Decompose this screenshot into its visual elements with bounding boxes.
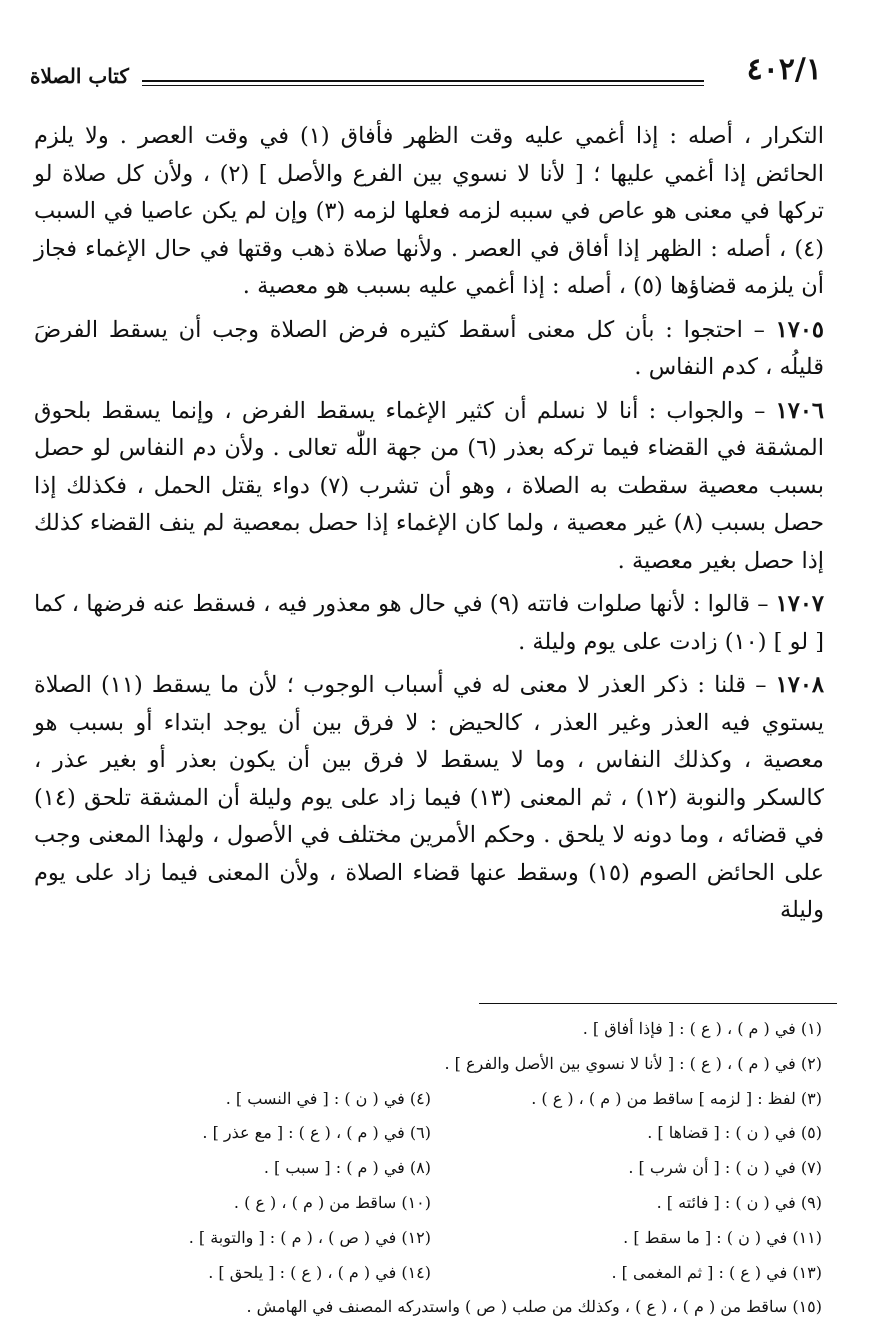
footnote-row bbox=[40, 1047, 822, 1082]
footnote: (١٣) في ( ع ) : [ ثم المغمى ] . bbox=[611, 1262, 822, 1282]
footnote-row bbox=[40, 1186, 822, 1221]
running-title: كتاب الصلاة bbox=[30, 64, 129, 88]
main-text bbox=[34, 118, 824, 936]
footnote: (٦) في ( م ) ، ( ع ) : [ مع عذر ] . bbox=[202, 1123, 431, 1143]
paragraph: ١٧٠٦ – والجواب : أنا لا نسلم أن كثير الإغماء يسقط الفرض ، وإنما يسقط بلحوق المشقة في القضاء فيما تركه بعذر (٦) من جهة اللّٰه تعالى . ولأن دم النفاس لو حصل بسبب معصية سقطت به الصلاة ، وهو أن تشرب (٧) دواء يقتل الحمل ، فكذلك إذا حصل بسبب (٨) غير معصية ، ولما كان الإغماء إذا حصل بمعصية لم ينف القضاء كذلك إذا حصل بغير معصية . bbox=[34, 397, 825, 574]
footnote-separator bbox=[479, 1003, 837, 1004]
page-number: ٤٠٢/١ bbox=[746, 52, 822, 87]
footnote: (٤) في ( ن ) : [ في النسب ] . bbox=[225, 1088, 431, 1108]
footnote: (١٢) في ( ص ) ، ( م ) : [ والتوبة ] . bbox=[188, 1227, 431, 1247]
paragraph-number: ١٧٠٨ bbox=[775, 672, 825, 698]
paragraph: ١٧٠٨ – قلنا : ذكر العذر لا معنى له في أسباب الوجوب ؛ لأن ما يسقط (١١) الصلاة يستوي فيه العذر وغير العذر ، كالحيض : لا فرق بين أن يوجد ابتداء أو بسبب هو معصية ، وكذلك النفاس ، وما لا يسقط لا فرق بين أن يكون بعذر أو بغير عذر ، كالسكر والنوبة (١٢) ، ثم المعنى (١٣) فيما زاد على يوم وليلة أن المشقة تلحق (١٤) في قضائه ، وما دونه لا يلحق . وحكم الأمرين مختلف في الأصول ، ولهذا المعنى وجب على الحائض الصوم (١٥) وسقط عنها قضاء الصلاة ، ولأن المعنى فيما زاد على يوم وليلة bbox=[34, 672, 825, 923]
paragraph-number: ١٧٠٦ bbox=[775, 397, 824, 424]
page-header bbox=[30, 48, 822, 98]
footnote-row bbox=[40, 1116, 822, 1151]
footnotes bbox=[40, 1012, 822, 1325]
footnote-row bbox=[40, 1221, 822, 1256]
paragraph-text: احتجوا : بأن كل معنى أسقط كثيره فرض الصلاة وجب أن يسقط الفرضَ قليلُه ، كدم النفاس . bbox=[34, 316, 824, 380]
header-rule bbox=[142, 80, 704, 82]
footnote: (٩) في ( ن ) : [ فائته ] . bbox=[656, 1192, 822, 1212]
footnote-row bbox=[40, 1012, 822, 1047]
footnote: (٨) في ( م ) : [ سبب ] . bbox=[263, 1158, 431, 1178]
paragraph-text: والجواب : أنا لا نسلم أن كثير الإغماء يسقط الفرض ، وإنما يسقط بلحوق المشقة في القضاء فيما تركه بعذر (٦) من جهة اللّٰه تعالى . ولأن دم النفاس لو حصل بسبب معصية سقطت به الصلاة ، وهو أن تشرب (٧) دواء يقتل الحمل ، فكذلك إذا حصل بسبب (٨) غير معصية ، ولما كان الإغماء إذا حصل بمعصية لم ينف القضاء كذلك إذا حصل بغير معصية . bbox=[34, 397, 825, 574]
footnote: (٣) لفظ : [ لزمه ] ساقط من ( م ) ، ( ع ) . bbox=[531, 1088, 822, 1108]
footnote-row bbox=[40, 1082, 822, 1117]
footnote: (١١) في ( ن ) : [ ما سقط ] . bbox=[623, 1227, 822, 1247]
footnote: (٢) في ( م ) ، ( ع ) : [ لأنا لا نسوي بين الأصل والفرع ] . bbox=[444, 1053, 822, 1073]
footnote: (٥) في ( ن ) : [ قضاها ] . bbox=[647, 1123, 822, 1143]
header-rule-thin bbox=[142, 85, 704, 86]
paragraph bbox=[34, 118, 824, 306]
paragraph-text: قلنا : ذكر العذر لا معنى له في أسباب الوجوب ؛ لأن ما يسقط (١١) الصلاة يستوي فيه العذر وغير العذر ، كالحيض : لا فرق بين أن يوجد ابتداء أو بسبب هو معصية ، وكذلك النفاس ، وما لا يسقط لا فرق بين أن يكون بعذر أو بغير عذر ، كالسكر والنوبة (١٢) ، ثم المعنى (١٣) فيما زاد على يوم وليلة أن المشقة تلحق (١٤) في قضائه ، وما دونه لا يلحق . وحكم الأمرين مختلف في الأصول ، ولهذا المعنى وجب على الحائض الصوم (١٥) وسقط عنها قضاء الصلاة ، ولأن المعنى فيما زاد على يوم وليلة bbox=[34, 672, 824, 923]
paragraph-text: قالوا : لأنها صلوات فاتته (٩) في حال هو معذور فيه ، فسقط عنه فرضها ، كما [ لو ] (١٠) زادت على يوم وليلة . bbox=[34, 591, 824, 655]
footnote: (١٥) ساقط من ( م ) ، ( ع ) ، وكذلك من صلب ( ص ) واستدركه المصنف في الهامش . bbox=[246, 1297, 822, 1317]
paragraph: ١٧٠٥ – احتجوا : بأن كل معنى أسقط كثيره فرض الصلاة وجب أن يسقط الفرضَ قليلُه ، كدم النفاس . bbox=[34, 316, 824, 380]
footnote-row bbox=[40, 1151, 822, 1186]
footnote-row bbox=[40, 1256, 822, 1291]
paragraph-text: التكرار ، أصله : إذا أغمي عليه وقت الظهر فأفاق (١) في وقت العصر . ولا يلزم الحائض إذا أغمي عليها ؛ [ لأنا لا نسوي بين الفرع والأصل ] (٢) ، ولأن كل صلاة لو تركها في معنى هو عاص في سببه لزمه فعلها لزمه (٣) وإن لم يكن عاصيا في السبب (٤) ، أصله : الظهر إذا أفاق في العصر . ولأنها صلاة ذهب وقتها في حال الإغماء فجاز أن يلزمه قضاؤها (٥) ، أصله : إذا أغمي عليه بسبب هو معصية . bbox=[34, 123, 825, 299]
footnote: (١٤) في ( م ) ، ( ع ) : [ يلحق ] . bbox=[208, 1262, 431, 1282]
footnote: (١٠) ساقط من ( م ) ، ( ع ) . bbox=[233, 1192, 431, 1212]
paragraph: ١٧٠٧ – قالوا : لأنها صلوات فاتته (٩) في حال هو معذور فيه ، فسقط عنه فرضها ، كما [ لو ] (١٠) زادت على يوم وليلة . bbox=[34, 591, 824, 655]
footnote-row bbox=[40, 1290, 822, 1325]
paragraph-number: ١٧٠٧ bbox=[775, 591, 824, 617]
paragraph-number: ١٧٠٥ bbox=[775, 316, 824, 343]
footnote: (١) في ( م ) ، ( ع ) : [ فإذا أفاق ] . bbox=[582, 1019, 822, 1038]
footnote: (٧) في ( ن ) : [ أن شرب ] . bbox=[628, 1158, 822, 1178]
